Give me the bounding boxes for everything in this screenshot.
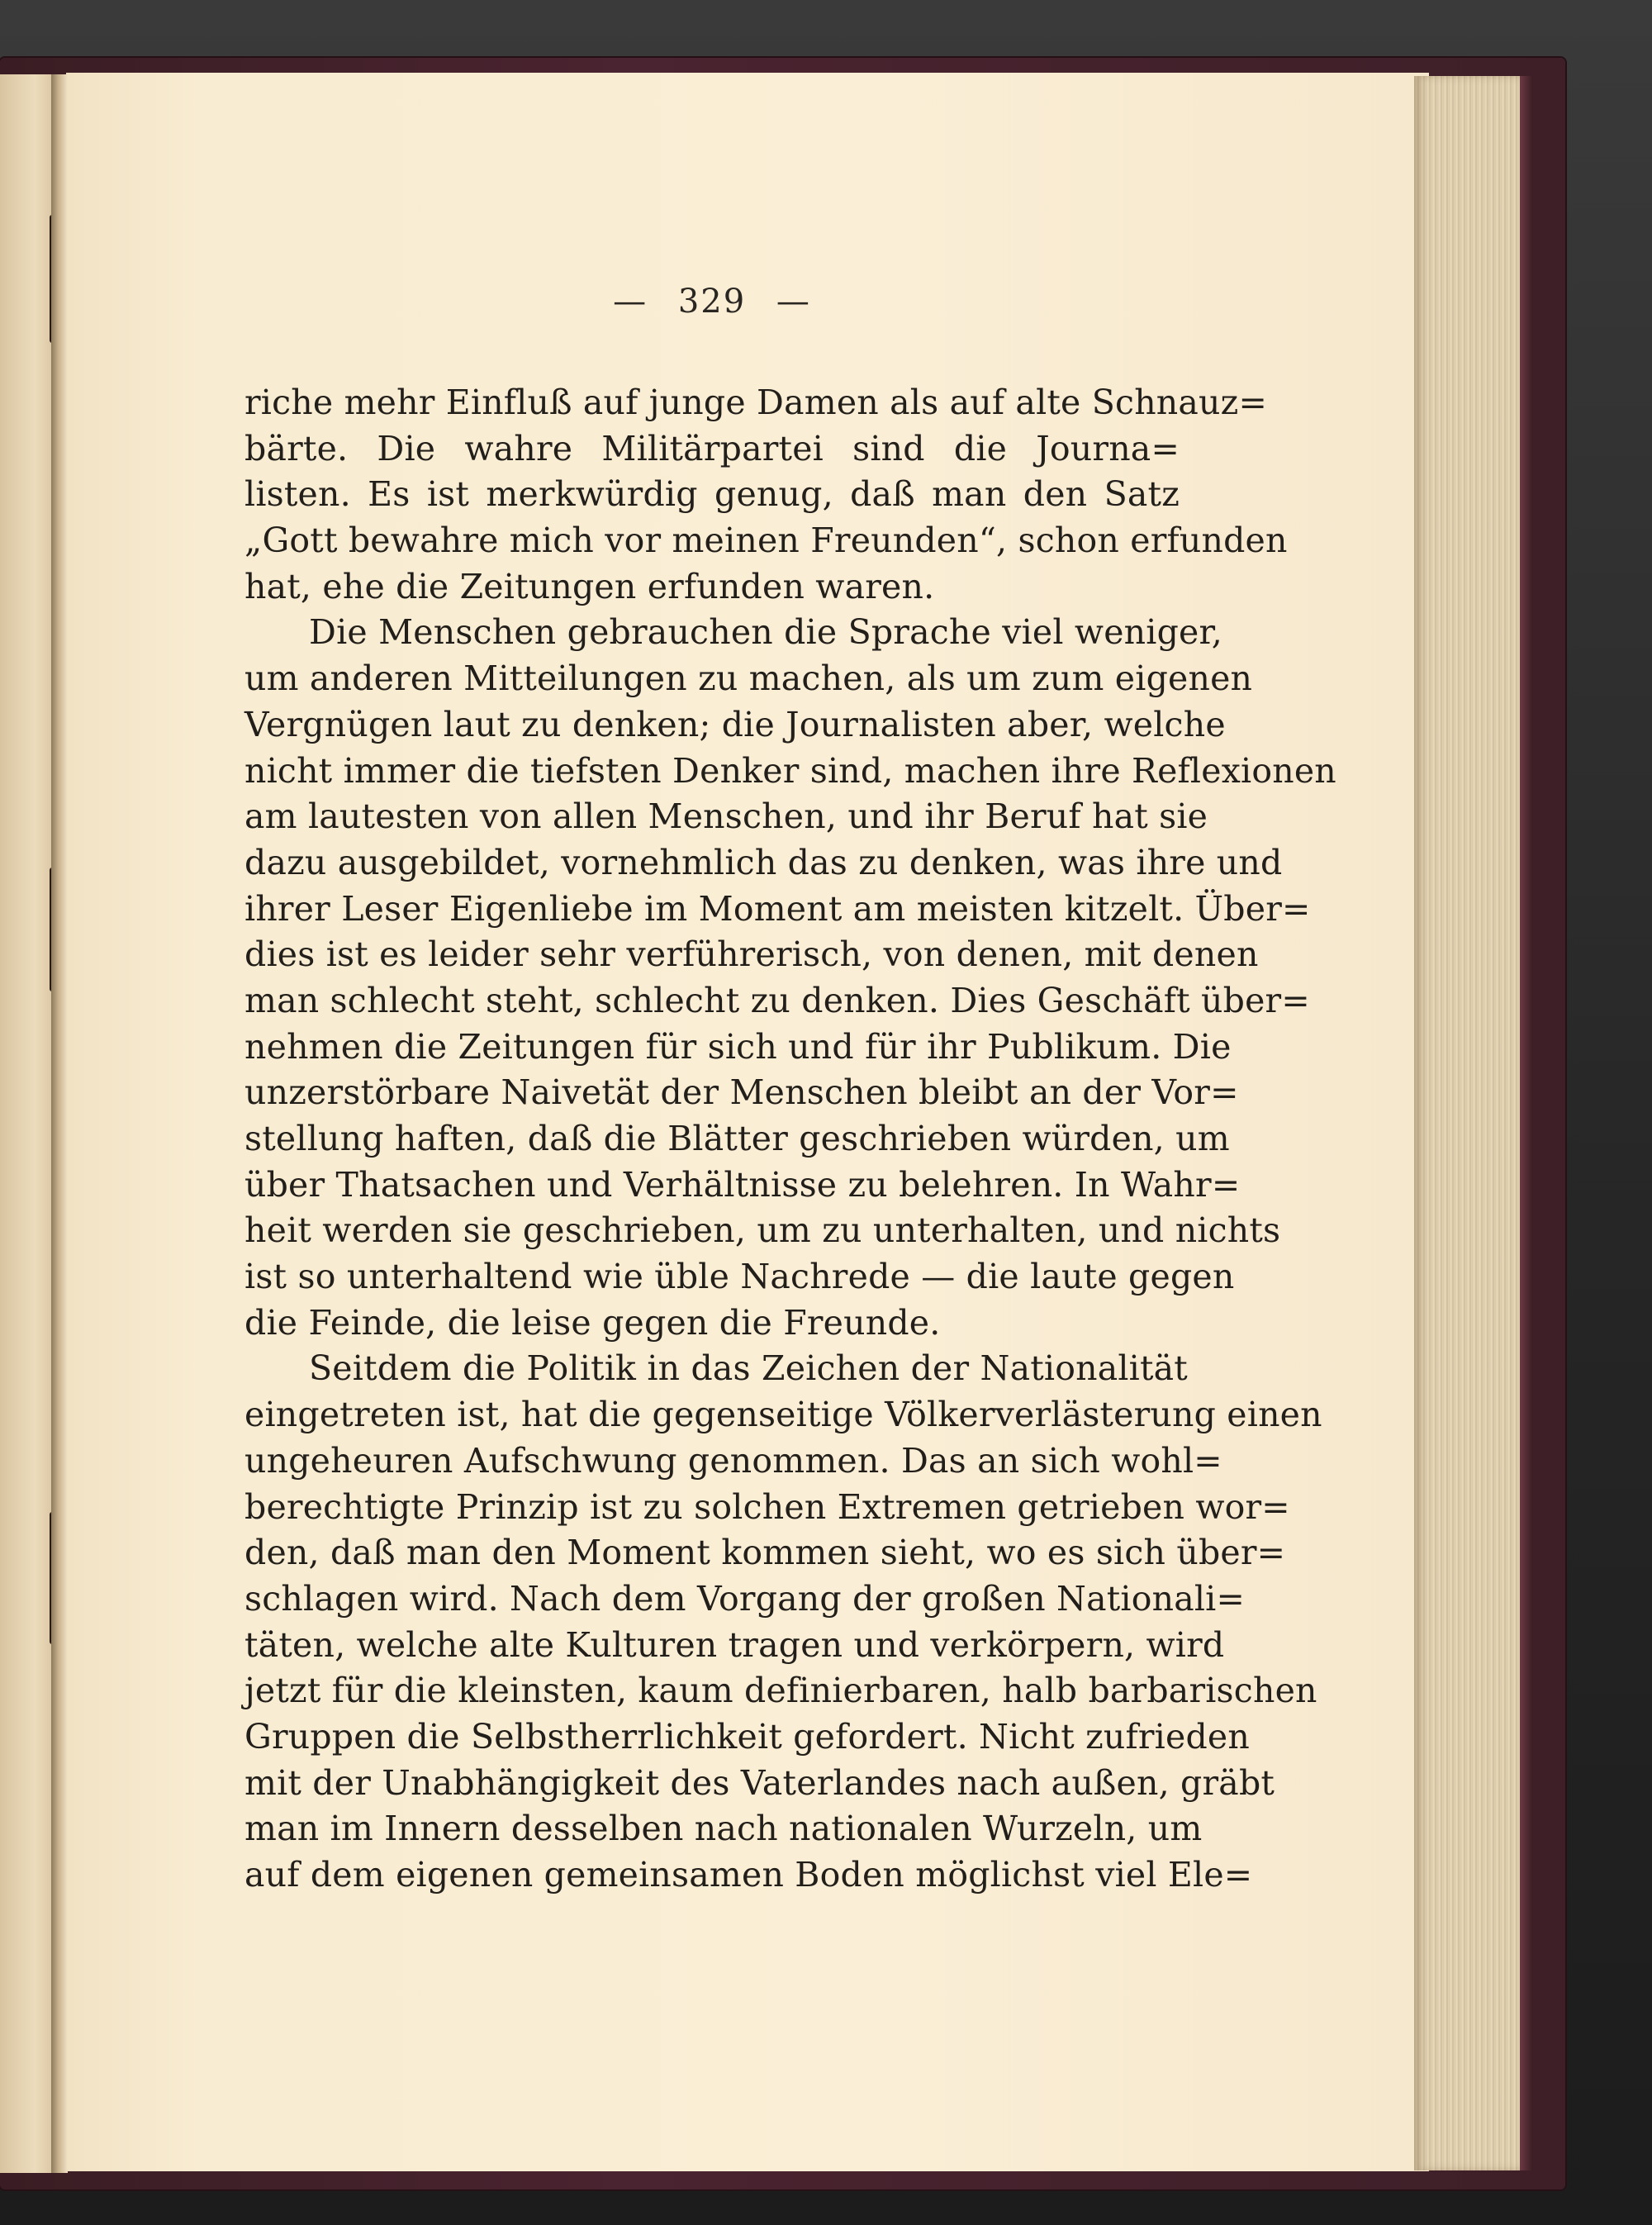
text-line: man schlecht steht, schlecht zu denken. Dies Geschäft über= [244,980,1310,1020]
text-line: heit werden sie geschrieben, um zu unterhalten, und nichts [244,1210,1281,1251]
page-number: 329 [677,283,747,321]
text-line: die Feinde, die leise gegen die Freunde. [244,1302,941,1343]
text-line: nehmen die Zeitungen für sich und für ihr Publikum. Die [244,1026,1232,1067]
text-line: auf dem eigenen gemeinsamen Boden möglichst viel Ele= [244,1855,1253,1895]
header-dash-right: — [776,283,811,321]
text-line: Seitdem die Politik in das Zeichen der Nationalität [309,1348,1188,1389]
text-line: eingetreten ist, hat die gegenseitige Völkerverlästerung einen [244,1395,1322,1435]
text-line: stellung haften, daß die Blätter geschrieben würden, um [244,1119,1230,1158]
text-line: riche mehr Einfluß auf junge Damen als auf alte Schnauz= [244,383,1268,422]
text-line: den, daß man den Moment kommen sieht, wo es sich über= [244,1533,1286,1573]
text-line: bärte. Die wahre Militärpartei sind die Journa= [244,428,1180,468]
text-line: „Gott bewahre mich vor meinen Freunden“, schon erfunden [244,521,1288,561]
text-line: am lautesten von allen Menschen, und ihr Beruf hat sie [244,796,1208,837]
body-text [244,380,1336,1899]
text-line: listen. Es ist merkwürdig genug, daß man den Satz [244,474,1180,515]
header-dash-left: — [613,283,648,321]
text-line: jetzt für die kleinsten, kaum definierbaren, halb barbarischen [244,1671,1317,1711]
text-line: um anderen Mitteilungen zu machen, als um zum eigenen [244,658,1253,699]
text-line: ungeheuren Aufschwung genommen. Das an sich wohl= [244,1440,1222,1481]
text-line: mit der Unabhängigkeit des Vaterlandes nach außen, gräbt [244,1762,1275,1803]
text-line: Vergnügen laut zu denken; die Journalisten aber, welche [244,704,1226,744]
text-line: hat, ehe die Zeitungen erfunden waren. [244,566,935,606]
running-header [244,283,1180,321]
text-line: ihrer Leser Eigenliebe im Moment am meisten kitzelt. Über= [244,888,1311,929]
text-line: täten, welche alte Kulturen tragen und verkörpern, wird [244,1624,1225,1665]
left-page-edge [0,74,58,2173]
cover-edge [1520,76,1533,2170]
text-line: ist so unterhaltend wie üble Nachrede — die laute gegen [244,1257,1235,1297]
text-line: schlagen wird. Nach dem Vorgang der großen Nationali= [244,1578,1246,1619]
page-gutter [51,74,68,2173]
text-line: berechtigte Prinzip ist zu solchen Extremen getrieben wor= [244,1486,1290,1527]
text-line: Die Menschen gebrauchen die Sprache viel weniger, [309,612,1223,653]
page-text-block [244,283,1336,1899]
text-line: man im Innern desselben nach nationalen Wurzeln, um [244,1809,1203,1849]
text-line: unzerstörbare Naivetät der Menschen bleibt an der Vor= [244,1072,1239,1113]
text-line: über Thatsachen und Verhältnisse zu belehren. In Wahr= [244,1164,1241,1205]
text-line: Gruppen die Selbstherrlichkeit gefordert. Nicht zufrieden [244,1716,1250,1757]
text-line: dies ist es leider sehr verführerisch, von denen, mit denen [244,934,1259,975]
text-line: nicht immer die tiefsten Denker sind, machen ihre Reflexionen [244,750,1336,791]
page-block-edges [1414,76,1521,2170]
text-line: dazu ausgebildet, vornehmlich das zu denken, was ihre und [244,842,1283,882]
